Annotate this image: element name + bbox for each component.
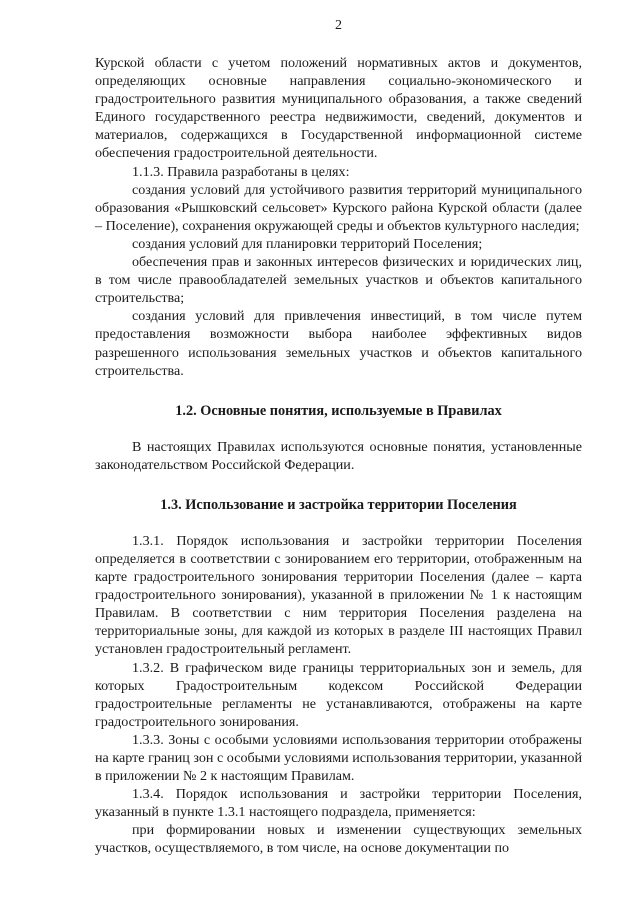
section-heading-1-3: 1.3. Использование и застройка территории Поселения (160, 496, 517, 513)
paragraph-1-2: В настоящих Правилах используются основные понятия, установленные законодательством Российской Федерации. (95, 438, 582, 473)
paragraph-goal-4: создания условий для привлечения инвестиций, в том числе путем предоставления возможности выбора наиболее эффективных видов разрешенного использования земельных участков и объектов капитального строительства. (95, 308, 582, 379)
paragraph-goal-2: создания условий для планировки территорий Поселения; (132, 235, 483, 252)
paragraph-1-3-2: 1.3.2. В графическом виде границы территориальных зон и земель, для которых Градостроительным кодексом Российской Федерации градостроительные регламенты не устанавливаются, отображены на карте градостроительного зонирования. (95, 659, 582, 730)
paragraph-1-3-4-item: при формировании новых и изменении существующих земельных участков, осуществляемого, в том числе, на основе документации по (95, 822, 582, 857)
paragraph-continuation: Курской области с учетом положений нормативных актов и документов, определяющих основные направления социально-экономического и градостроительного развития муниципального образования, а также сведений Единого государственного реестра недвижимости, сведений, документов и материалов, содержащихся в Государственной информационной системе обеспечения градостроительной деятельности. (95, 55, 582, 162)
section-heading-1-2: 1.2. Основные понятия, используемые в Правилах (175, 402, 502, 419)
paragraph-1-3-1: 1.3.1. Порядок использования и застройки территории Поселения определяется в соответствии с зонированием его территории, отображенным на карте градостроительного зонирования территории Поселения (далее – карта градостроительного зонирования), указанной в приложении № 1 к настоящим Правилам. В соответствии с ним территория Поселения разделена на территориальные зоны, для каждой из которых в разделе III настоящих Правил установлен градостроительный регламент. (95, 532, 582, 658)
paragraph-goals-intro: 1.1.3. Правила разработаны в целях: (132, 163, 350, 180)
paragraph-goal-1: создания условий для устойчивого развития территорий муниципального образования «Рышковский сельсовет» Курского района Курской области (далее – Поселение), сохранения окружающей среды и объектов культурного наследия; (95, 181, 582, 234)
paragraph-1-3-4: 1.3.4. Порядок использования и застройки территории Поселения, указанный в пункте 1.3.1 настоящего подраздела, применяется: (95, 786, 582, 821)
paragraph-1-3-3: 1.3.3. Зоны с особыми условиями использования территории отображены на карте границ зон с особыми условиями использования территории, указанной в приложении № 2 к настоящим Правилам. (95, 731, 582, 785)
paragraph-goal-3: обеспечения прав и законных интересов физических и юридических лиц, в том числе правообладателей земельных участков и объектов капитального строительства; (95, 254, 582, 307)
page-number: 2 (335, 18, 342, 33)
